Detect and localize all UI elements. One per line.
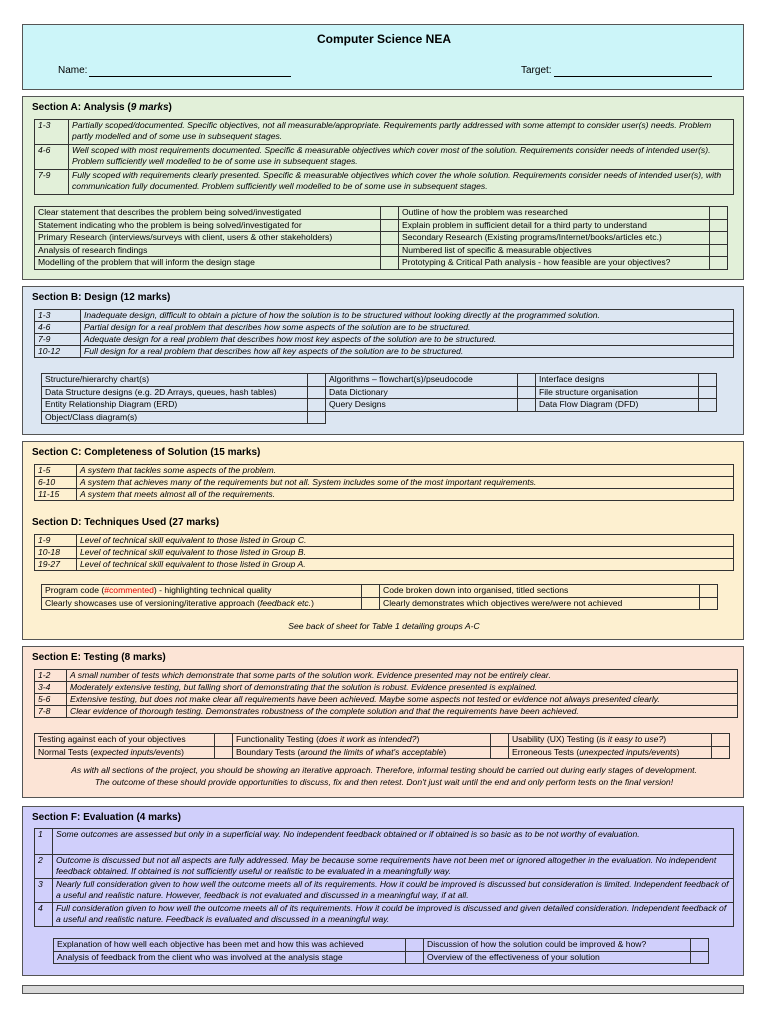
checkbox[interactable] <box>215 746 233 759</box>
band-text: Fully scoped with requirements clearly presented. Specific & measurable objectives which cover the whole solution. Requirements consider needs of intended user(s), with communication fully documented. Problem sufficiently well modelled to be of some use in subsequent stages. <box>69 170 734 195</box>
name-field[interactable] <box>89 76 291 77</box>
section-e-title: Section E: Testing (8 marks) <box>32 652 166 663</box>
band-text: Well scoped with most requirements documented. Specific & measurable objectives which cover most of the solution. Requirements consider needs of intended user(s). Problem sufficiently well modelled to be of some use in subsequent stages. <box>69 145 734 170</box>
band-row <box>35 547 734 559</box>
checkbox[interactable] <box>308 399 326 412</box>
band-range: 7-9 <box>35 334 81 346</box>
checkbox[interactable] <box>699 399 717 412</box>
band-text: Outcome is discussed but not all aspects are fully addressed. May be because some requirements have not been met or ignored altogether in the evaluation. No independent feedback obtained. If obtained is not sufficiently useful or realistic to be evaluated in a meaningfully way. <box>53 855 734 879</box>
section-e-bands <box>34 669 738 718</box>
checkbox[interactable] <box>712 734 730 747</box>
checkbox[interactable] <box>710 257 728 270</box>
band-text: Full consideration given to how well the outcome meets all of its requirements. How it could be improved is discussed and given detailed consideration. Independent feedback of a useful and realistic nature. Feedback is evaluated and discussed in a meaningful way. <box>53 903 734 927</box>
checklist-item: Clearly showcases use of versioning/iterative approach (feedback etc.) <box>42 597 362 610</box>
band-text: Partially scoped/documented. Specific objectives, not all measurable/appropriate. Requirements partly addressed with some attempt to consider user(s) needs. Problem partly modelled and of some use in subsequent stages. <box>69 120 734 145</box>
checkbox[interactable] <box>308 374 326 387</box>
band-text: Level of technical skill equivalent to those listed in Group C. <box>77 535 734 547</box>
section-b-checklist <box>41 373 717 424</box>
band-row <box>35 346 734 358</box>
target-field[interactable] <box>554 76 712 77</box>
name-label: Name: <box>58 65 88 76</box>
checklist-item: Code broken down into organised, titled sections <box>380 585 700 598</box>
checklist-item: Overview of the effectiveness of your solution <box>424 951 691 964</box>
section-e-checklist <box>34 733 730 759</box>
band-row <box>35 477 734 489</box>
checkbox[interactable] <box>700 597 718 610</box>
band-text: Inadequate design, difficult to obtain a picture of how the solution is to be structured without looking directly at the programmed solution. <box>81 310 734 322</box>
section-cd <box>22 441 744 640</box>
checklist-item: Structure/hierarchy chart(s) <box>42 374 308 387</box>
band-text: Some outcomes are assessed but only in a superficial way. No independent feedback obtained or if obtained is so basic as to be not worthy of evaluation. <box>53 829 734 855</box>
checkbox[interactable] <box>406 951 424 964</box>
band-text: Extensive testing, but does not make clear all requirements have been achieved. Maybe some aspects not tested or evidence not always presented clearly. <box>67 694 738 706</box>
band-row <box>35 879 734 903</box>
checkbox[interactable] <box>308 411 326 424</box>
checkbox[interactable] <box>699 386 717 399</box>
band-row <box>35 670 738 682</box>
section-d-title: Section D: Techniques Used (27 marks) <box>32 517 220 528</box>
checklist-item: Query Designs <box>326 399 518 412</box>
band-text: A system that achieves many of the requirements but not all. System includes some of the most important requirements. <box>77 477 734 489</box>
checkbox[interactable] <box>518 399 536 412</box>
section-f-bands <box>34 828 734 927</box>
checklist-item: Discussion of how the solution could be improved & how? <box>424 939 691 952</box>
section-a-checklist <box>34 206 728 270</box>
checkbox[interactable] <box>308 386 326 399</box>
checklist-item: Outline of how the problem was researched <box>399 207 710 220</box>
checkbox[interactable] <box>215 734 233 747</box>
section-b-bands <box>34 309 734 358</box>
checkbox[interactable] <box>491 734 509 747</box>
band-range: 10-18 <box>35 547 77 559</box>
checkbox[interactable] <box>381 219 399 232</box>
band-row <box>35 829 734 855</box>
section-a <box>22 96 744 280</box>
checkbox[interactable] <box>700 585 718 598</box>
section-c-bands <box>34 464 734 501</box>
checkbox[interactable] <box>710 232 728 245</box>
checkbox[interactable] <box>381 207 399 220</box>
band-range: 7-8 <box>35 706 67 718</box>
band-range: 1 <box>35 829 53 855</box>
checkbox[interactable] <box>362 585 380 598</box>
checkbox[interactable] <box>710 207 728 220</box>
checklist-item: Data Structure designs (e.g. 2D Arrays, queues, hash tables) <box>42 386 308 399</box>
band-range: 3 <box>35 879 53 903</box>
band-range: 5-6 <box>35 694 67 706</box>
band-range: 19-27 <box>35 559 77 571</box>
checkbox[interactable] <box>381 244 399 257</box>
band-range: 1-3 <box>35 120 69 145</box>
checkbox[interactable] <box>491 746 509 759</box>
band-range: 3-4 <box>35 682 67 694</box>
band-range: 10-12 <box>35 346 81 358</box>
band-row <box>35 682 738 694</box>
checklist-item: Interface designs <box>536 374 699 387</box>
checkbox[interactable] <box>712 746 730 759</box>
band-range: 1-5 <box>35 465 77 477</box>
checklist-item: Explanation of how well each objective has been met and how this was achieved <box>54 939 406 952</box>
checkbox[interactable] <box>406 939 424 952</box>
section-c-title: Section C: Completeness of Solution (15 marks) <box>32 447 261 458</box>
band-text: A system that meets almost all of the requirements. <box>77 489 734 501</box>
band-range: 11-15 <box>35 489 77 501</box>
band-row <box>35 322 734 334</box>
section-a-title: Section A: Analysis (9 marks) <box>32 102 172 113</box>
checklist-item: Entity Relationship Diagram (ERD) <box>42 399 308 412</box>
band-row <box>35 855 734 879</box>
checklist-item: Object/Class diagram(s) <box>42 411 308 424</box>
band-row <box>35 465 734 477</box>
checklist-item: Clearly demonstrates which objectives were/were not achieved <box>380 597 700 610</box>
band-row <box>35 170 734 195</box>
checklist-item: Clear statement that describes the problem being solved/investigated <box>35 207 381 220</box>
target-label: Target: <box>521 65 552 76</box>
band-range: 1-9 <box>35 535 77 547</box>
section-a-bands <box>34 119 734 195</box>
checklist-item: Usability (UX) Testing (is it easy to use?) <box>509 734 712 747</box>
band-row <box>35 489 734 501</box>
checklist-item: Testing against each of your objectives <box>35 734 215 747</box>
checklist-item: Boundary Tests (around the limits of what's acceptable) <box>233 746 491 759</box>
band-range: 1-3 <box>35 310 81 322</box>
band-text: Level of technical skill equivalent to those listed in Group B. <box>77 547 734 559</box>
checkbox[interactable] <box>710 219 728 232</box>
section-f-checklist <box>53 938 709 964</box>
section-f-title: Section F: Evaluation (4 marks) <box>32 812 181 823</box>
band-row <box>35 903 734 927</box>
band-range: 4-6 <box>35 145 69 170</box>
band-row <box>35 535 734 547</box>
checklist-item: Program code (#commented) - highlighting technical quality <box>42 585 362 598</box>
band-row <box>35 334 734 346</box>
checklist-item: Algorithms – flowchart(s)/pseudocode <box>326 374 518 387</box>
checklist-item: File structure organisation <box>536 386 699 399</box>
checkbox[interactable] <box>362 597 380 610</box>
band-text: Level of technical skill equivalent to those listed in Group A. <box>77 559 734 571</box>
band-row <box>35 120 734 145</box>
section-d-bands <box>34 534 734 571</box>
checklist-item: Analysis of research findings <box>35 244 381 257</box>
band-row <box>35 310 734 322</box>
checklist-item: Data Flow Diagram (DFD) <box>536 399 699 412</box>
checklist-item: Statement indicating who the problem is being solved/investigated for <box>35 219 381 232</box>
checklist-item: Functionality Testing (does it work as intended?) <box>233 734 491 747</box>
bottom-bar <box>22 985 744 994</box>
checklist-item: Data Dictionary <box>326 386 518 399</box>
section-d-checklist <box>41 584 718 610</box>
band-row <box>35 706 738 718</box>
band-text: Clear evidence of thorough testing. Demonstrates robustness of the complete solution and that the requirements have been achieved. <box>67 706 738 718</box>
section-b <box>22 286 744 435</box>
band-text: Moderately extensive testing, but falling short of demonstrating that the solution is robust. Evidence presented is explained. <box>67 682 738 694</box>
section-e-note-1: As with all sections of the project, you should be showing an iterative approach. Therefore, informal testing should be carried out during early stages of development. <box>71 765 697 775</box>
checkbox[interactable] <box>691 951 709 964</box>
checkbox[interactable] <box>710 244 728 257</box>
checkbox[interactable] <box>381 232 399 245</box>
checklist-item: Numbered list of specific & measurable objectives <box>399 244 710 257</box>
band-row <box>35 145 734 170</box>
band-range: 4-6 <box>35 322 81 334</box>
checklist-item: Explain problem in sufficient detail for a third party to understand <box>399 219 710 232</box>
band-range: 7-9 <box>35 170 69 195</box>
band-text: A small number of tests which demonstrate that some parts of the solution work. Evidence presented may not be entirely clear. <box>67 670 738 682</box>
checklist-item: Erroneous Tests (unexpected inputs/events) <box>509 746 712 759</box>
checklist-item: Modelling of the problem that will inform the design stage <box>35 257 381 270</box>
checkbox[interactable] <box>381 257 399 270</box>
checklist-item: Secondary Research (Existing programs/Internet/books/articles etc.) <box>399 232 710 245</box>
header-box <box>22 24 744 90</box>
checklist-item: Normal Tests (expected inputs/events) <box>35 746 215 759</box>
band-text: A system that tackles some aspects of the problem. <box>77 465 734 477</box>
section-e-note-2: The outcome of these should provide opportunities to discuss, fix and then retest. Don't just wait until the end and only perform tests on the final version! <box>94 777 674 787</box>
band-text: Adequate design for a real problem that describes how most key aspects of the solution are to be structured. <box>81 334 734 346</box>
band-range: 1-2 <box>35 670 67 682</box>
page-title: Computer Science NEA <box>316 32 452 46</box>
checkbox[interactable] <box>691 939 709 952</box>
checkbox[interactable] <box>518 374 536 387</box>
section-f <box>22 806 744 976</box>
band-text: Full design for a real problem that describes how all key aspects of the solution are to be structured. <box>81 346 734 358</box>
band-range: 6-10 <box>35 477 77 489</box>
checklist-item: Analysis of feedback from the client who was involved at the analysis stage <box>54 951 406 964</box>
band-row <box>35 694 738 706</box>
band-text: Nearly full consideration given to how well the outcome meets all of its requirements. How it could be improved is discussed but consideration is limited. Independent feedback of a useful and realistic nature. However, feedback is not evaluated and discussed in a meaningful way, if at all. <box>53 879 734 903</box>
section-e <box>22 646 744 798</box>
checkbox[interactable] <box>518 386 536 399</box>
checkbox[interactable] <box>699 374 717 387</box>
checklist-item: Prototyping & Critical Path analysis - how feasible are your objectives? <box>399 257 710 270</box>
band-range: 4 <box>35 903 53 927</box>
section-b-title: Section B: Design (12 marks) <box>32 292 171 303</box>
checklist-item: Primary Research (interviews/surveys with client, users & other stakeholders) <box>35 232 381 245</box>
band-range: 2 <box>35 855 53 879</box>
band-row <box>35 559 734 571</box>
section-d-note: See back of sheet for Table 1 detailing groups A-C <box>288 621 480 631</box>
band-text: Partial design for a real problem that describes how some aspects of the solution are to be structured. <box>81 322 734 334</box>
